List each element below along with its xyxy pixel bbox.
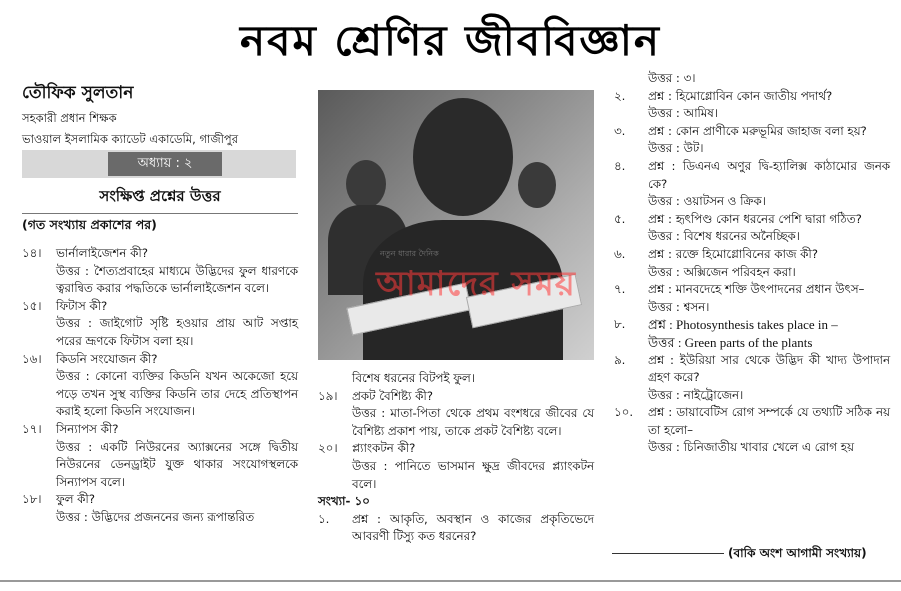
mcq-item-2: [614, 88, 890, 123]
main-student-head: [413, 98, 513, 216]
middle-column: [318, 370, 594, 546]
answer-text: উত্তর : জাইগোট সৃষ্টি হওয়ার প্রায় আট সপ্তাহ পরের ভ্রূণকে ফিটাস বলা হয়।: [56, 316, 298, 348]
answer-text: উত্তর : শ্বসন।: [648, 299, 710, 314]
mcq-item-10: [614, 404, 890, 457]
answer-text: উত্তর : কোনো ব্যক্তির কিডনি যখন অকেজো হয়ে পড়ে তখন সুস্থ ব্যক্তির কিডনি তার দেহে প্রতিস্থাপন করাই হলো কিডনি সংযোজন।: [56, 369, 298, 419]
qa-item-15: [22, 298, 298, 351]
masthead-tagline: নতুন ধারার দৈনিক: [380, 249, 439, 258]
question-text: ভার্নালাইজেশন কী?: [56, 246, 148, 260]
answer-text: উত্তর : অক্সিজেন পরিবহন করা।: [648, 264, 796, 279]
answer-text: উত্তর : পানিতে ভাসমান ক্ষুদ্র জীবদের প্ল্যাংকটন বলে।: [352, 458, 594, 491]
answer-text: উত্তর : একটি নিউরনের অ্যাক্সনের সঙ্গে দ্বিতীয় নিউরনের ডেনড্রাইট যুক্ত থাকার সংযোগস্থলকে সিন্যাপস বলে।: [56, 439, 298, 489]
question-number: ৬.: [614, 246, 626, 261]
continued-note: (গত সংখ্যায় প্রকাশের পর): [22, 217, 157, 232]
question-text: প্রশ্ন : মানবদেহে শক্তি উৎপাদনের প্রধান উৎস–: [648, 282, 865, 297]
question-text: প্রশ্ন : আকৃতি, অবস্থান ও কাজের প্রকৃতিভেদে আবরণী টিস্যু কত ধরনের?: [352, 511, 594, 544]
mcq-item-8: [614, 316, 890, 351]
mcq-item-3: [614, 123, 890, 158]
question-text: প্রশ্ন : ডিএনএ অণুর দ্বি-হ্যালিক্স কাঠামোর জনক কে?: [648, 158, 890, 191]
page-title: নবম শ্রেণির জীববিজ্ঞান: [240, 16, 661, 65]
question-text: প্ল্যাংকটন কী?: [352, 441, 416, 456]
mcq-item-9: [614, 352, 890, 405]
question-number: ৪.: [614, 158, 626, 173]
qa-item-18: [22, 491, 298, 526]
background-student-head-right: [518, 162, 556, 208]
background-student-head: [346, 160, 386, 208]
question-number: ৮.: [614, 317, 626, 332]
answer-text: উত্তর : বিশেষ ধরনের অনৈচ্ছিক।: [648, 229, 800, 244]
mcq-item-5: [614, 211, 890, 246]
answer-text: উত্তর : আমিষ।: [648, 106, 718, 121]
question-number: ৫.: [614, 211, 626, 226]
chapter-bar: [22, 150, 296, 178]
qa-item-14: [22, 245, 298, 298]
question-number: ১.: [318, 511, 330, 526]
question-text: প্রশ্ন : হিমোগ্লোবিন কোন জাতীয় পদার্থ?: [648, 88, 833, 103]
qa-item-19: [318, 388, 594, 441]
question-number: ১৭।: [22, 421, 42, 436]
question-number: ১৮।: [22, 492, 42, 507]
chapter-badge: অধ্যায় : ২: [108, 152, 222, 176]
mcq-item-4: [614, 158, 890, 211]
footer-note: (বাকি অংশ আগামী সংখ্যায়): [728, 546, 867, 560]
question-text: প্রশ্ন : Photosynthesis takes place in –: [648, 317, 838, 333]
continuation-text: বিশেষ ধরনের বিটপই ফুল।: [352, 371, 475, 385]
right-column: [614, 70, 890, 457]
answer-text: উত্তর : উট।: [648, 141, 704, 156]
question-number: ৭.: [614, 282, 626, 297]
section-heading: সংখ্যা- ১০: [318, 494, 370, 509]
qa-item-20: [318, 440, 594, 493]
question-text: প্রশ্ন : কোন প্রাণীকে মরুভূমির জাহাজ বলা হয়?: [648, 123, 867, 138]
qa-item-16: [22, 351, 298, 421]
answer-text: উত্তর : চিনিজাতীয় খাবার খেলে এ রোগ হয়: [648, 440, 854, 455]
question-number: ১০.: [614, 405, 634, 420]
question-text: প্রশ্ন : রক্তে হিমোগ্লোবিনের কাজ কী?: [648, 246, 819, 261]
student-photo: [318, 90, 594, 360]
question-number: ২.: [614, 88, 626, 103]
answer-text: উত্তর : শৈত্যপ্রবাহের মাধ্যমে উদ্ভিদের ফুল ধারণকে ত্বরান্বিত করার পদ্ধতিকে ভার্নালাইজেশন বলে।: [56, 263, 298, 296]
question-number: ১৯।: [318, 388, 338, 403]
question-text: প্রশ্ন : ডায়াবেটিস রোগ সম্পর্কে যে তথ্যটি সঠিক নয় তা হলো–: [648, 405, 890, 437]
question-text: ফিটাস কী?: [56, 298, 108, 313]
left-column: [22, 245, 298, 527]
bottom-rule: [0, 580, 901, 582]
author-designation: সহকারী প্রধান শিক্ষক: [22, 111, 117, 125]
question-text: প্রকট বৈশিষ্ট্য কী?: [352, 388, 434, 403]
answer-text: উত্তর : Green parts of the plants: [648, 334, 813, 350]
author-institution: ভাওয়াল ইসলামিক ক্যাডেট একাডেমি, গাজীপুর: [22, 132, 239, 146]
answer-text: উত্তর : নাইট্রোজেন।: [648, 387, 744, 402]
qa-item-17: [22, 421, 298, 491]
mcq-item-7: [614, 281, 890, 316]
author-name: তৌফিক সুলতান: [22, 83, 134, 103]
question-number: ১৪।: [22, 246, 42, 260]
answer-text: উত্তর : ওয়াটসন ও ক্রিক।: [648, 194, 766, 209]
question-text: কিডনি সংযোজন কী?: [56, 351, 158, 366]
question-number: ১৬।: [22, 351, 42, 366]
section-title: সংক্ষিপ্ত প্রশ্নের উত্তর: [22, 185, 298, 214]
author-block: [22, 80, 298, 150]
mcq-item-6: [614, 246, 890, 281]
watermark-logo: আমাদের সময়: [376, 264, 576, 304]
question-text: প্রশ্ন : হৃৎপিণ্ড কোন ধরনের পেশি দ্বারা গঠিত?: [648, 211, 862, 226]
answer-text: উত্তর : মাতা-পিতা থেকে প্রথম বংশধরে জীবের যে বৈশিষ্ট্য প্রকাশ পায়, তাকে প্রকট বৈশিষ্ট্য বলে।: [352, 406, 594, 438]
question-number: ৩.: [614, 123, 626, 138]
question-number: ২০।: [318, 441, 338, 456]
answer-text: উত্তর : ৩।: [648, 71, 696, 85]
answer-text: উত্তর : উদ্ভিদের প্রজননের জন্য রূপান্তরিত: [56, 509, 255, 524]
question-text: সিন্যাপস কী?: [56, 421, 119, 436]
mcq-item-1: [318, 511, 594, 546]
question-number: ৯.: [614, 352, 626, 367]
footer-divider: [612, 553, 724, 554]
question-text: ফুল কী?: [56, 492, 96, 507]
question-text: প্রশ্ন : ইউরিয়া সার থেকে উদ্ভিদ কী খাদ্য উপাদান গ্রহণ করে?: [648, 352, 890, 385]
question-number: ১৫।: [22, 298, 42, 313]
